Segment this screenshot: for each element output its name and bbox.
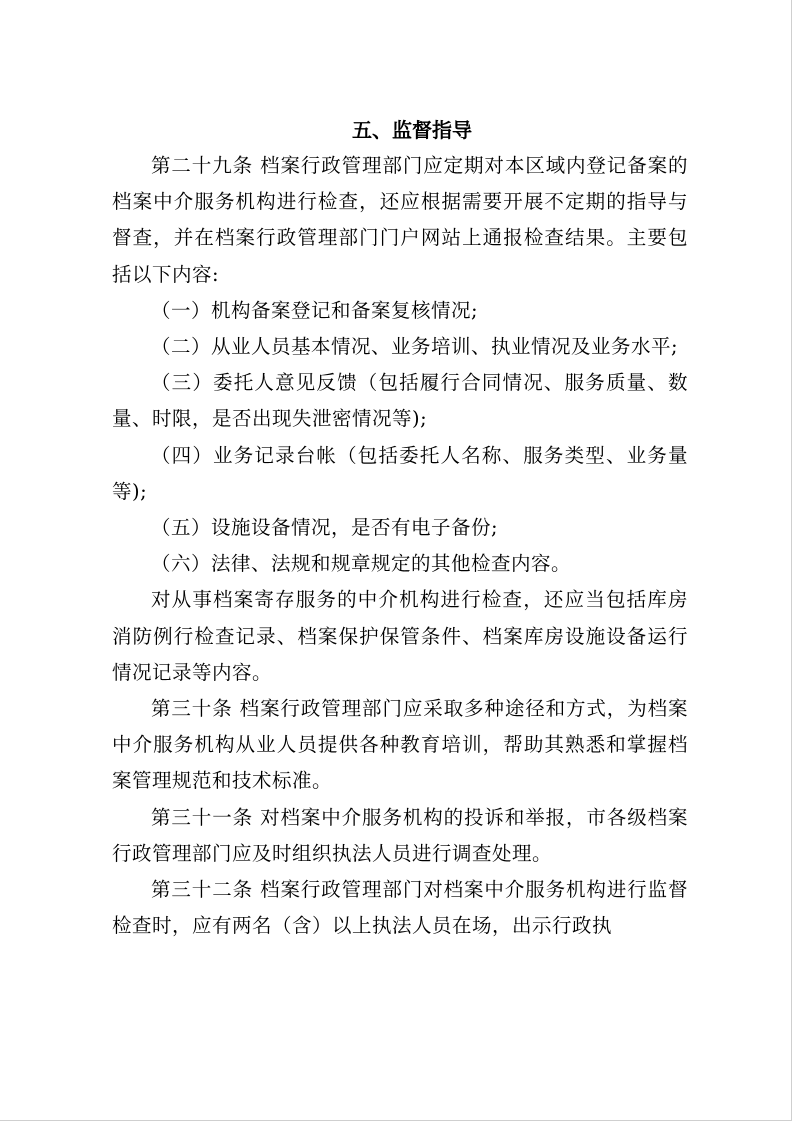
storage-inspection-paragraph: 对从事档案寄存服务的中介机构进行检查，还应当包括库房消防例行检查记录、档案保护保管条件、档案库房设施设备运行情况记录等内容。	[112, 588, 688, 684]
item-1-paragraph: （一）机构备案登记和备案复核情况;	[151, 298, 479, 322]
article-32-paragraph: 第三十二条 档案行政管理部门对档案中介服务机构进行监督检查时，应有两名（含）以上执法人员在场，出示行政执	[112, 878, 688, 938]
item-6-paragraph: （六）法律、法规和规章规定的其他检查内容。	[151, 552, 572, 576]
article-30-paragraph: 第三十条 档案行政管理部门应采取多种途径和方式，为档案中介服务机构从业人员提供各种教育培训，帮助其熟悉和掌握档案管理规范和技术标准。	[112, 697, 688, 793]
article-31-paragraph: 第三十一条 对档案中介服务机构的投诉和举报，市各级档案行政管理部门应及时组织执法人员进行调查处理。	[112, 805, 688, 865]
document-body	[112, 112, 688, 944]
item-5-paragraph: （五）设施设备情况，是否有电子备份;	[151, 516, 499, 540]
item-2-paragraph: （二）从业人员基本情况、业务培训、执业情况及业务水平;	[151, 335, 679, 359]
article-29-paragraph: 第二十九条 档案行政管理部门应定期对本区域内登记备案的档案中介服务机构进行检查，还应根据需要开展不定期的指导与督查，并在档案行政管理部门门户网站上通报检查结果。主要包括以下内容:	[112, 154, 688, 286]
item-3-paragraph: （三）委托人意见反馈（包括履行合同情况、服务质量、数量、时限，是否出现失泄密情况等);	[112, 371, 688, 431]
section-title: 五、监督指导	[352, 118, 472, 142]
item-4-paragraph: （四）业务记录台帐（包括委托人名称、服务类型、业务量等);	[112, 443, 688, 503]
